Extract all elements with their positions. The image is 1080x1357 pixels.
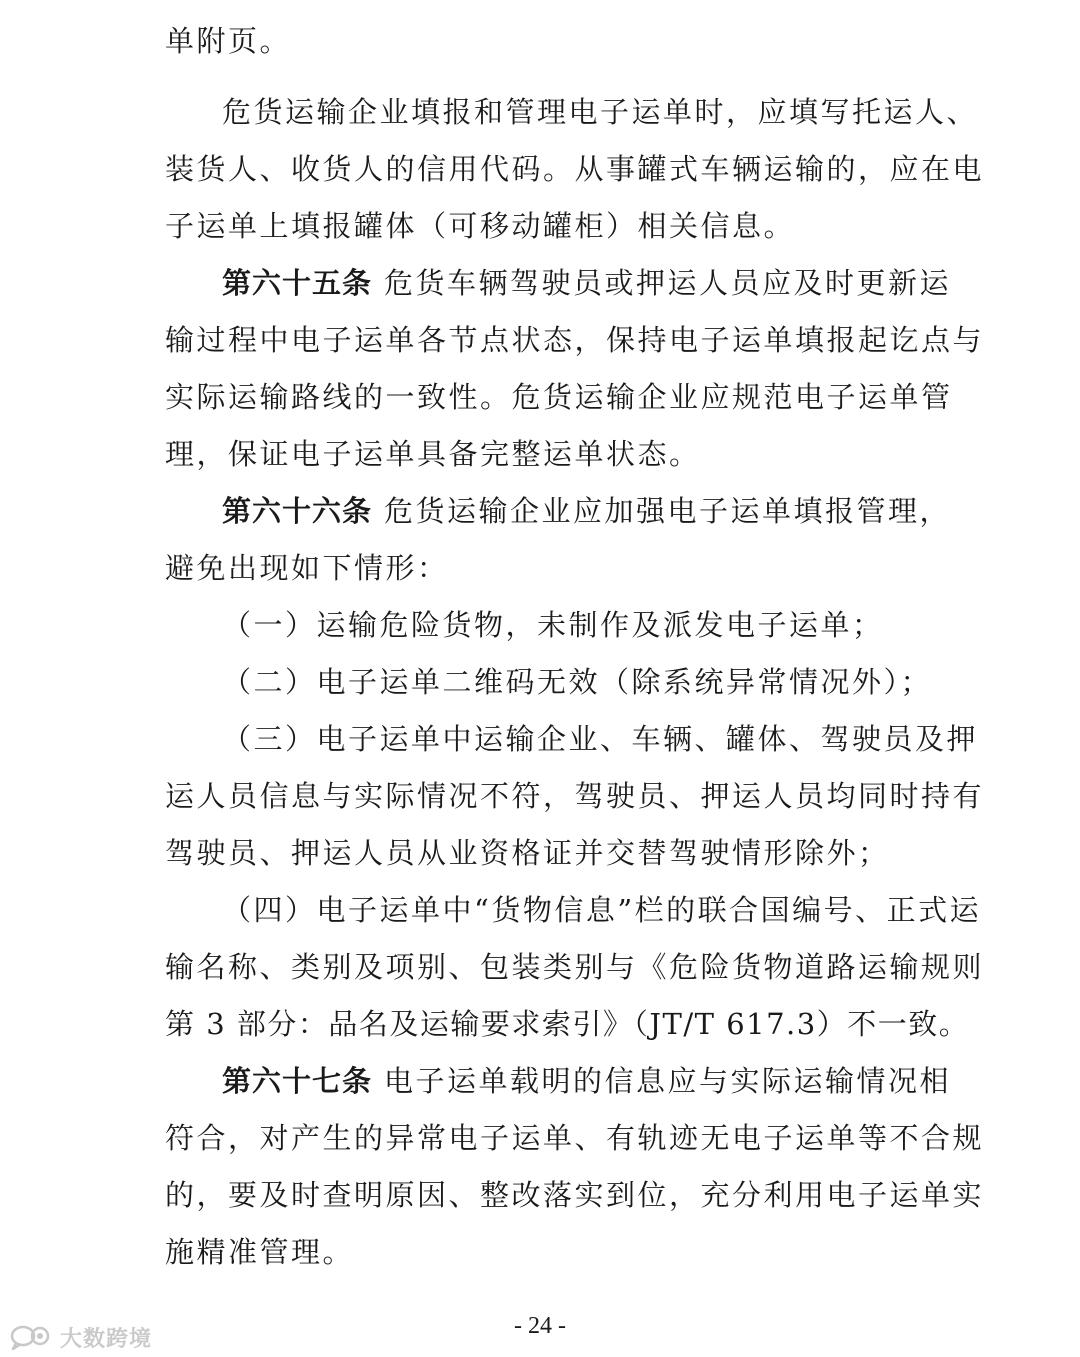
text-line: 实际运输路线的一致性。危货运输企业应规范电子运单管 <box>165 380 953 414</box>
chat-bubble-logo-icon <box>10 1324 52 1350</box>
text-line: 单附页。 <box>165 24 292 58</box>
list-item: （四）电子运单中“货物信息”栏的联合国编号、正式运 <box>222 893 982 927</box>
text-line: 子运单上填报罐体（可移动罐柜）相关信息。 <box>165 209 796 243</box>
text-line: 危货运输企业填报和管理电子运单时，应填写托运人、 <box>222 95 979 129</box>
watermark <box>10 1322 152 1352</box>
article-heading-line: 第六十七条 电子运单载明的信息应与实际运输情况相 <box>222 1064 952 1098</box>
text-line: 第 3 部分：品名及运输要求索引》（JT/T 617.3）不一致。 <box>165 1007 970 1041</box>
text-line: 运人员信息与实际情况不符，驾驶员、押运人员均同时持有 <box>165 779 985 813</box>
text-line: 输过程中电子运单各节点状态，保持电子运单填报起讫点与 <box>165 323 985 357</box>
text-line: 理，保证电子运单具备完整运单状态。 <box>165 437 701 471</box>
text-line: 输名称、类别及项别、包装类别与《危险货物道路运输规则 <box>165 950 985 984</box>
list-item: （一）运输危险货物，未制作及派发电子运单； <box>222 608 884 642</box>
list-item: （三）电子运单中运输企业、车辆、罐体、驾驶员及押 <box>222 722 979 756</box>
page-number: - 24 - <box>514 1313 566 1339</box>
text-line: 符合，对产生的异常电子运单、有轨迹无电子运单等不合规 <box>165 1121 985 1155</box>
text-line: 的，要及时查明原因、整改落实到位，充分利用电子运单实 <box>165 1178 985 1212</box>
article-number: 第六十七条 <box>222 1064 373 1098</box>
article-heading-line: 第六十五条 危货车辆驾驶员或押运人员应及时更新运 <box>222 266 952 300</box>
article-number: 第六十五条 <box>222 266 373 300</box>
list-item: （二）电子运单二维码无效（除系统异常情况外）； <box>222 665 933 699</box>
watermark-text: 大数跨境 <box>60 1326 153 1352</box>
text-line: 装货人、收货人的信用代码。从事罐式车辆运输的，应在电 <box>165 152 985 186</box>
article-heading-line: 第六十六条 危货运输企业应加强电子运单填报管理， <box>222 494 952 528</box>
article-number: 第六十六条 <box>222 494 373 528</box>
text-line: 避免出现如下情形： <box>165 551 449 585</box>
text-line: 施精准管理。 <box>165 1235 355 1269</box>
text-line: 驾驶员、押运人员从业资格证并交替驾驶情形除外； <box>165 836 890 870</box>
